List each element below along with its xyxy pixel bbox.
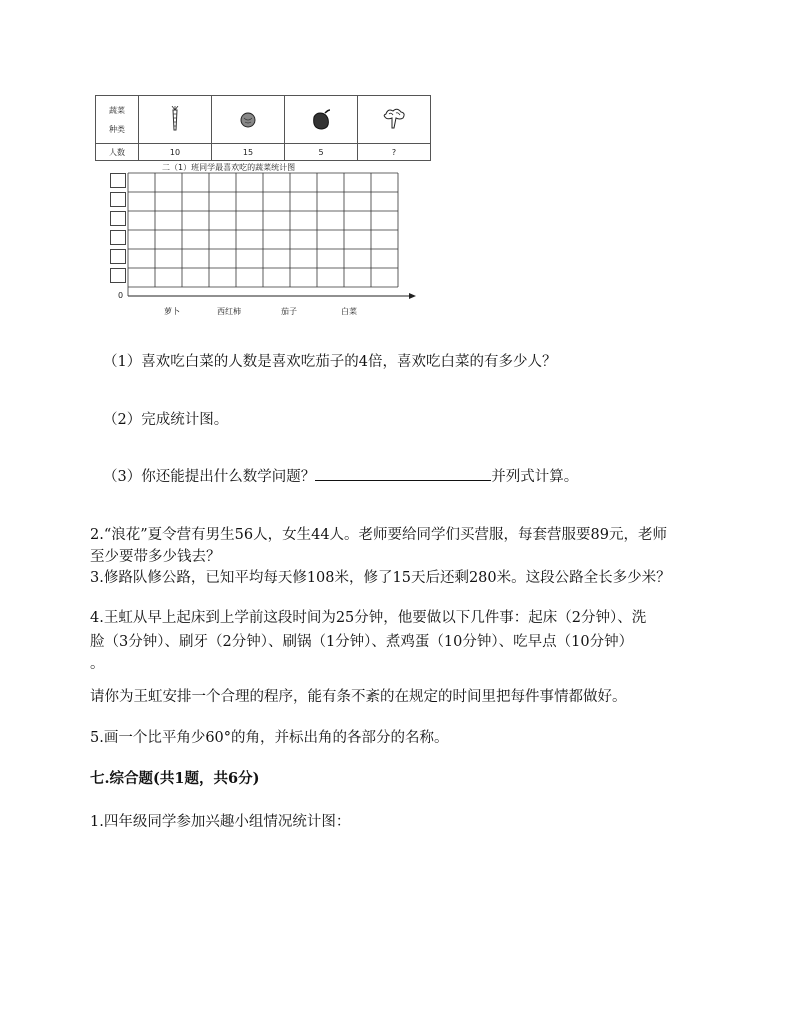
category-label: 茄子 — [281, 307, 297, 316]
count-tomato: 15 — [212, 144, 285, 161]
cabbage-cell — [358, 96, 431, 144]
problem-2-line-2: 至少要带多少钱去？ — [90, 549, 221, 565]
tomato-icon — [238, 109, 258, 129]
problem-4-line-4: 请你为王虹安排一个合理的程序，能有条不紊的在规定的时间里把每件事情都做好。 — [90, 689, 627, 705]
eggplant-icon — [308, 107, 334, 131]
carrot-icon — [165, 106, 185, 132]
category-label: 西红柿 — [217, 307, 241, 316]
cabbage-icon — [380, 106, 408, 132]
origin-label: 0 — [118, 291, 124, 300]
question-2: （2）完成统计图。 — [103, 412, 229, 428]
question-3 — [103, 466, 578, 487]
vegetable-table — [95, 95, 431, 161]
carrot-cell — [139, 96, 212, 144]
header-line-1: 蔬菜 — [109, 105, 125, 115]
question-3-prompt: （3）你还能提出什么数学问题？ — [103, 469, 316, 485]
category-label: 白菜 — [341, 307, 357, 316]
chart-grid — [120, 160, 420, 305]
section-7-heading: 七.综合题(共1题，共6分) — [90, 770, 260, 787]
eggplant-cell — [285, 96, 358, 144]
header-line-2: 种类 — [109, 124, 125, 134]
count-cabbage: ? — [358, 144, 431, 161]
question-1: （1）喜欢吃白菜的人数是喜欢吃茄子的4倍，喜欢吃白菜的有多少人？ — [103, 354, 557, 370]
count-eggplant: 5 — [285, 144, 358, 161]
question-3-suffix: 并列式计算。 — [491, 469, 579, 485]
problem-3: 3.修路队修公路，已知平均每天修108米，修了15天后还剩280米。这段公路全长多少米？ — [90, 570, 671, 586]
problem-4-line-3: 。 — [90, 656, 105, 672]
section-7-question-1: 1.四年级同学参加兴趣小组情况统计图： — [90, 814, 351, 830]
problem-4-line-1: 4.王虹从早上起床到上学前这段时间为25分钟，他要做以下几件事：起床（2分钟）、洗 — [90, 610, 647, 626]
chart-title: 二（1）班同学最喜欢吃的蔬菜统计图 — [162, 163, 296, 172]
count-label: 人数 — [96, 144, 139, 161]
vegetable-type-header — [96, 96, 139, 144]
category-label: 萝卜 — [164, 307, 180, 316]
answer-blank[interactable] — [315, 466, 491, 481]
x-axis-arrow — [409, 293, 416, 299]
tomato-cell — [212, 96, 285, 144]
problem-4-line-2: 脸（3分钟）、刷牙（2分钟）、刷锅（1分钟）、煮鸡蛋（10分钟）、吃早点（10分钟） — [90, 634, 634, 650]
problem-5: 5.画一个比平角少60°的角，并标出角的各部分的名称。 — [90, 730, 449, 746]
problem-2-line-1: 2.“浪花”夏令营有男生56人，女生44人。老师要给同学们买营服，每套营服要89元，老师 — [90, 527, 668, 543]
count-carrot: 10 — [139, 144, 212, 161]
